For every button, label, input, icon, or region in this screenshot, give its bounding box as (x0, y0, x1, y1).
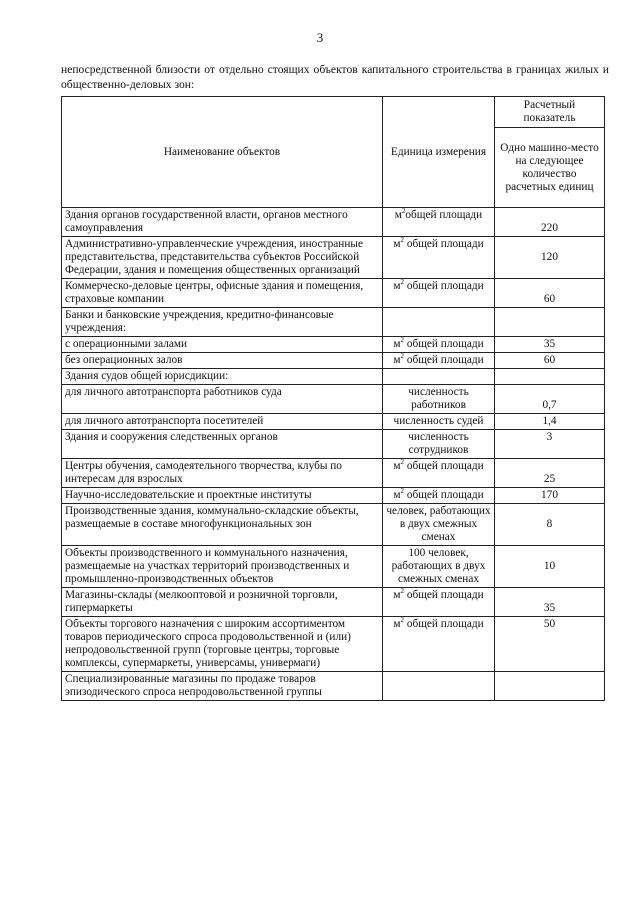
unit-exponent: 2 (400, 336, 404, 345)
unit-prefix: м (393, 338, 401, 350)
unit-cell (383, 369, 495, 385)
ratio-value-cell: 35 (495, 337, 605, 353)
header-calc-indicator: Расчетный показатель (495, 97, 605, 128)
unit-text: численность работников (408, 386, 469, 411)
unit-cell (383, 279, 495, 308)
unit-exponent: 2 (400, 458, 404, 467)
unit-exponent: 2 (400, 352, 404, 361)
unit-cell (383, 488, 495, 504)
unit-text: общей площади (404, 280, 484, 292)
ratio-value-cell: 1,4 (495, 414, 605, 430)
unit-text: численность судей (393, 415, 484, 427)
object-name-cell: Научно-исследовательские и проектные институты (62, 488, 383, 504)
intro-paragraph: непосредственной близости от отдельно стоящих объектов капитального строительства в границах жилых и общественно-деловых зон: (61, 63, 609, 91)
ratio-value-cell: 170 (495, 488, 605, 504)
ratio-value-cell (495, 672, 605, 701)
table-row (62, 279, 605, 308)
unit-prefix: м (393, 280, 401, 292)
object-name-cell: Специализированные магазины по продаже товаров эпизодического спроса непродовольственной группы (62, 672, 383, 701)
object-name-cell: Здания судов общей юрисдикции: (62, 369, 383, 385)
unit-exponent: 2 (400, 587, 404, 596)
ratio-value-cell: 50 (495, 617, 605, 672)
table-row (62, 617, 605, 672)
object-name-cell: Здания и сооружения следственных органов (62, 430, 383, 459)
table-row (62, 459, 605, 488)
object-name-cell: Магазины-склады (мелкооптовой и розничной торговли, гипермаркеты (62, 588, 383, 617)
table-row (62, 385, 605, 414)
ratio-value-cell: 60 (495, 279, 605, 308)
header-unit: Единица измерения (383, 97, 495, 208)
ratio-value-cell: 220 (495, 208, 605, 237)
table-row (62, 672, 605, 701)
table-body (62, 208, 605, 701)
ratio-value-cell: 60 (495, 353, 605, 369)
unit-cell (383, 353, 495, 369)
ratio-value-cell: 8 (495, 504, 605, 546)
unit-text: общей площади (404, 238, 484, 250)
unit-prefix: м (393, 238, 401, 250)
unit-exponent: 2 (400, 487, 404, 496)
ratio-value-cell (495, 369, 605, 385)
ratio-value-cell: 10 (495, 546, 605, 588)
table-row (62, 414, 605, 430)
object-name-cell: Административно-управленческие учреждения, иностранные представительства, представительства субъектов Российской Федерации, здания и помещения общественных организаций (62, 237, 383, 279)
unit-cell (383, 337, 495, 353)
unit-exponent: 2 (400, 236, 404, 245)
unit-text: общей площади (404, 618, 484, 630)
unit-text: общей площади (404, 338, 484, 350)
unit-cell (383, 546, 495, 588)
object-name-cell: Объекты торгового назначения с широким ассортиментом товаров периодического спроса продовольственной и (или) непродовольственной групп (торговые центры, торговые комплексы, супермаркеты, универсамы, универмаги) (62, 617, 383, 672)
table-row (62, 369, 605, 385)
header-calc-subheader: Одно машино-место на следующее количество расчетных единиц (495, 128, 605, 208)
unit-prefix: м (394, 209, 402, 221)
object-name-cell: с операционными залами (62, 337, 383, 353)
ratio-value-cell: 35 (495, 588, 605, 617)
unit-cell (383, 617, 495, 672)
ratio-value-cell: 0,7 (495, 385, 605, 414)
object-name-cell: Здания органов государственной власти, органов местного самоуправления (62, 208, 383, 237)
unit-text: общей площади (404, 460, 484, 472)
unit-cell (383, 237, 495, 279)
object-name-cell: для личного автотранспорта посетителей (62, 414, 383, 430)
unit-cell (383, 308, 495, 337)
table-row (62, 488, 605, 504)
unit-exponent: 2 (401, 207, 406, 216)
header-object-name: Наименование объектов (62, 97, 383, 208)
object-name-cell: Центры обучения, самодеятельного творчества, клубы по интересам для взрослых (62, 459, 383, 488)
unit-cell (383, 504, 495, 546)
unit-prefix: м (393, 489, 401, 501)
unit-prefix: м (393, 460, 401, 472)
object-name-cell: Объекты производственного и коммунального назначения, размещаемые на участках территорий производственных и промышленно-производственных объектов (62, 546, 383, 588)
table-row (62, 588, 605, 617)
object-name-cell: без операционных залов (62, 353, 383, 369)
unit-cell (383, 588, 495, 617)
ratio-value-cell: 3 (495, 430, 605, 459)
table-row (62, 308, 605, 337)
table-row (62, 237, 605, 279)
table-row (62, 353, 605, 369)
unit-cell (383, 430, 495, 459)
ratio-value-cell (495, 308, 605, 337)
unit-prefix: м (393, 589, 401, 601)
unit-exponent: 2 (400, 278, 404, 287)
unit-text: численность сотрудников (408, 431, 469, 456)
page-number: 3 (316, 30, 324, 45)
unit-cell (383, 459, 495, 488)
unit-prefix: м (393, 618, 401, 630)
unit-cell (383, 208, 495, 237)
table-row (62, 504, 605, 546)
unit-text: общей площади (404, 354, 484, 366)
unit-exponent: 2 (400, 616, 404, 625)
table-row (62, 546, 605, 588)
unit-cell (383, 385, 495, 414)
object-name-cell: для личного автотранспорта работников суда (62, 385, 383, 414)
unit-cell (383, 414, 495, 430)
unit-text: 100 человек, работающих в двух смежных сменах (391, 547, 486, 585)
table-row (62, 337, 605, 353)
table-row (62, 430, 605, 459)
unit-cell (383, 672, 495, 701)
unit-text: общей площади (404, 589, 484, 601)
unit-prefix: м (393, 354, 401, 366)
unit-text: общей площади (404, 489, 484, 501)
table-row (62, 208, 605, 237)
ratio-value-cell: 120 (495, 237, 605, 279)
object-name-cell: Производственные здания, коммунально-складские объекты, размещаемые в составе многофункциональных зон (62, 504, 383, 546)
ratio-value-cell: 25 (495, 459, 605, 488)
unit-text: человек, работающих в двух смежных сменах (386, 505, 491, 543)
unit-text: общей площади (405, 209, 483, 221)
parking-norms-table (61, 96, 605, 701)
object-name-cell: Банки и банковские учреждения, кредитно-финансовые учреждения: (62, 308, 383, 337)
object-name-cell: Коммерческо-деловые центры, офисные здания и помещения, страховые компании (62, 279, 383, 308)
